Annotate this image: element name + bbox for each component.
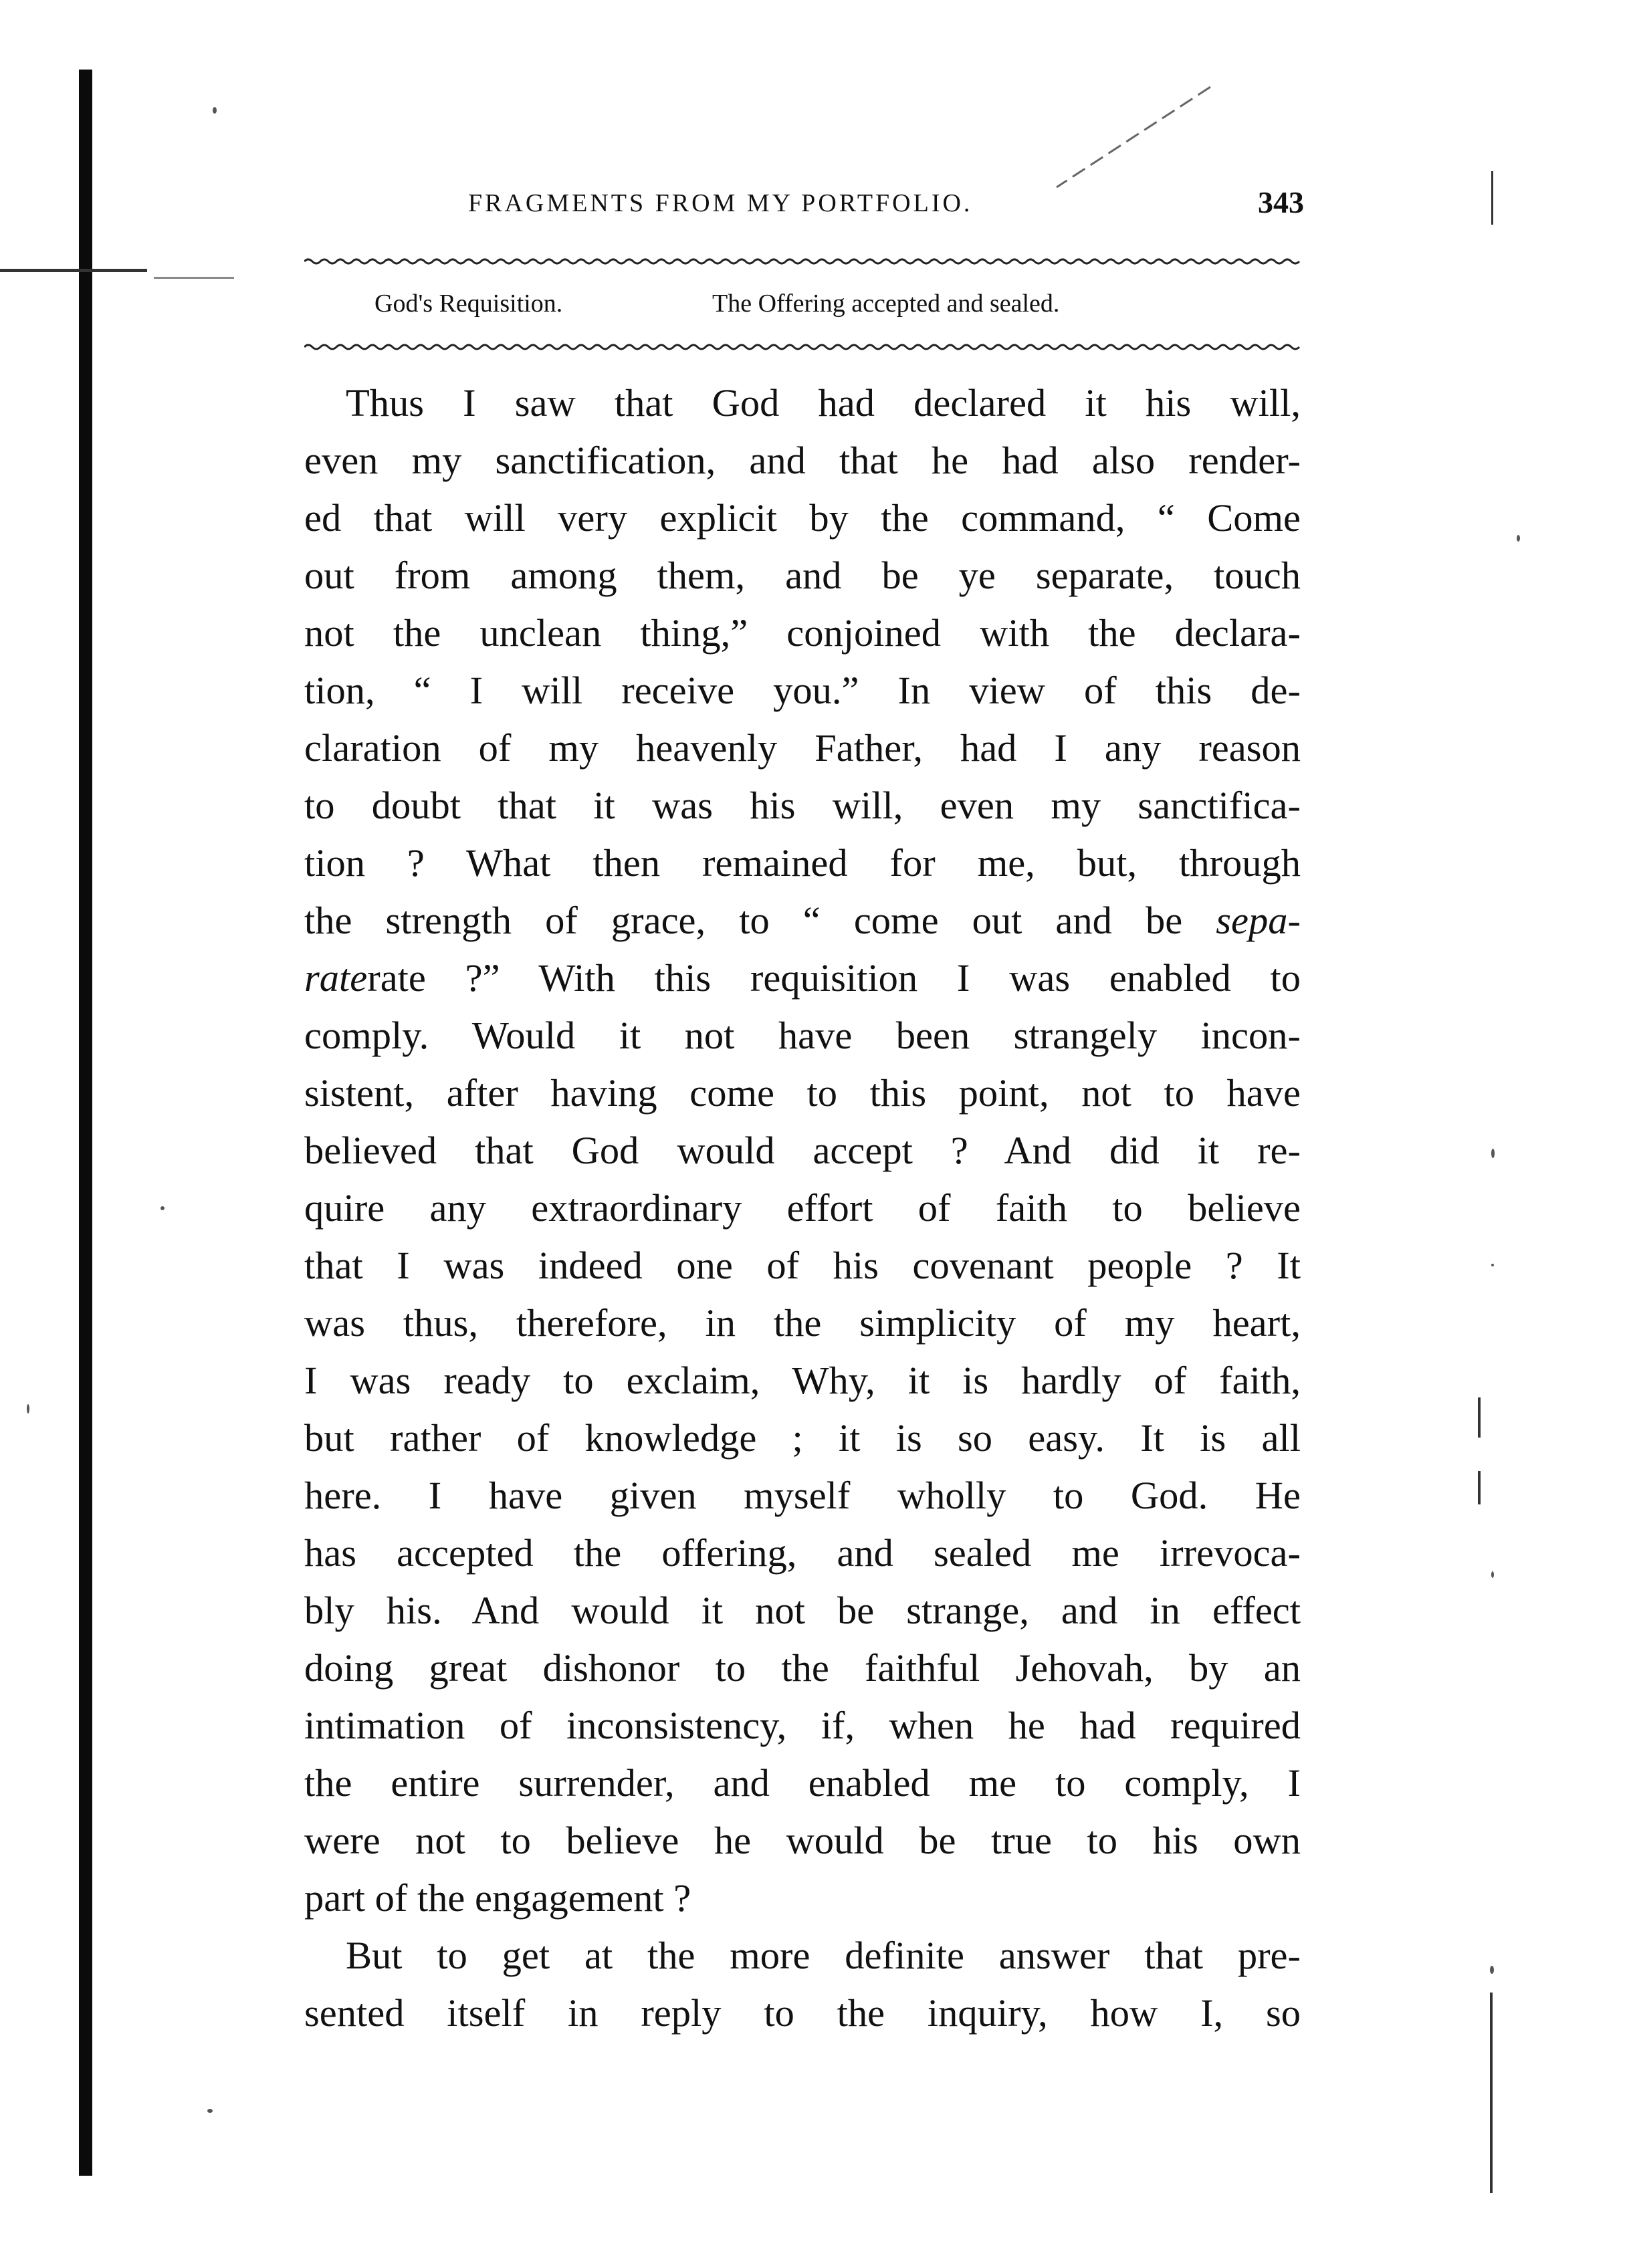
text-line: doing great dishonor to the faithful Jehovah, by an xyxy=(304,1646,1301,1690)
body-text xyxy=(304,374,1301,2042)
text-line: the entire surrender, and enabled me to comply, I xyxy=(304,1761,1301,1805)
scan-margin-line xyxy=(1491,171,1493,225)
text-line-with-italic xyxy=(304,892,1301,949)
text-line: part of the engagement ? xyxy=(304,1876,691,1920)
text-line: were not to believe he would be true to his own xyxy=(304,1819,1301,1862)
text-line: tion ? What then remained for me, but, through xyxy=(304,841,1301,885)
italic-word-separate: sepa- xyxy=(1216,899,1301,942)
text-line: has accepted the offering, and sealed me irrevoca- xyxy=(304,1531,1301,1575)
text-line-part: the strength of grace, to “ come out and be xyxy=(304,899,1183,942)
scan-speck xyxy=(1491,1264,1494,1266)
running-title: FRAGMENTS FROM MY PORTFOLIO. xyxy=(468,189,973,217)
scan-speck xyxy=(1491,1149,1495,1158)
scan-margin-line xyxy=(1478,1471,1481,1504)
text-line: intimation of inconsistency, if, when he had required xyxy=(304,1704,1301,1747)
text-line-with-italic xyxy=(304,949,1301,1007)
text-line: even my sanctification, and that he had also render- xyxy=(304,439,1301,482)
text-line: tion, “ I will receive you.” In view of this de- xyxy=(304,669,1301,712)
scan-speck xyxy=(1491,1571,1494,1578)
page-number: 343 xyxy=(1258,185,1304,219)
text-line: out from among them, and be ye separate, touch xyxy=(304,554,1301,597)
text-line: I was ready to exclaim, Why, it is hardly of faith, xyxy=(304,1359,1301,1402)
text-line-part: rate ?” With this requisition I was enabled to xyxy=(367,956,1301,1000)
scan-mark xyxy=(154,277,234,279)
subhead-gods-requisition: God's Requisition. xyxy=(374,290,563,318)
scan-speck xyxy=(1517,535,1520,542)
scan-speck xyxy=(1490,1966,1494,1974)
scan-margin-line xyxy=(1478,1397,1481,1438)
text-line: Thus I saw that God had declared it his will, xyxy=(346,381,1301,425)
scan-mark xyxy=(0,269,147,272)
text-line: sented itself in reply to the inquiry, how I, so xyxy=(304,1991,1301,2035)
wavy-rule-top xyxy=(304,257,1301,266)
scan-margin-line xyxy=(1490,1993,1493,2193)
text-line: claration of my heavenly Father, had I any reason xyxy=(304,726,1301,770)
scan-speck xyxy=(160,1206,165,1210)
subheads xyxy=(374,289,1297,329)
subhead-offering-accepted: The Offering accepted and sealed. xyxy=(712,290,1060,318)
scan-speck xyxy=(27,1404,29,1413)
wavy-rule-bottom xyxy=(304,342,1301,352)
running-head xyxy=(468,185,1304,235)
scan-stray-line xyxy=(1043,80,1217,194)
scan-speck xyxy=(207,2109,213,2113)
text-line: quire any extraordinary effort of faith to believe xyxy=(304,1186,1301,1230)
page-binding-edge xyxy=(79,70,92,2176)
italic-word-separate-end: rate xyxy=(304,956,368,1000)
text-line: sistent, after having come to this point, not to have xyxy=(304,1071,1301,1115)
text-line: But to get at the more definite answer that pre- xyxy=(346,1934,1301,1977)
text-line: not the unclean thing,” conjoined with the declara- xyxy=(304,611,1301,655)
scan-speck xyxy=(213,107,217,114)
text-line: comply. Would it not have been strangely incon- xyxy=(304,1014,1301,1057)
text-line: bly his. And would it not be strange, and in effect xyxy=(304,1589,1301,1632)
text-line: believed that God would accept ? And did it re- xyxy=(304,1129,1301,1172)
text-line: that I was indeed one of his covenant people ? It xyxy=(304,1244,1301,1287)
text-line: here. I have given myself wholly to God. He xyxy=(304,1474,1301,1517)
text-line: was thus, therefore, in the simplicity of my heart, xyxy=(304,1301,1301,1345)
text-line: but rather of knowledge ; it is so easy. It is all xyxy=(304,1416,1301,1460)
text-line: ed that will very explicit by the command, “ Come xyxy=(304,496,1301,540)
text-line: to doubt that it was his will, even my sanctifica- xyxy=(304,784,1301,827)
